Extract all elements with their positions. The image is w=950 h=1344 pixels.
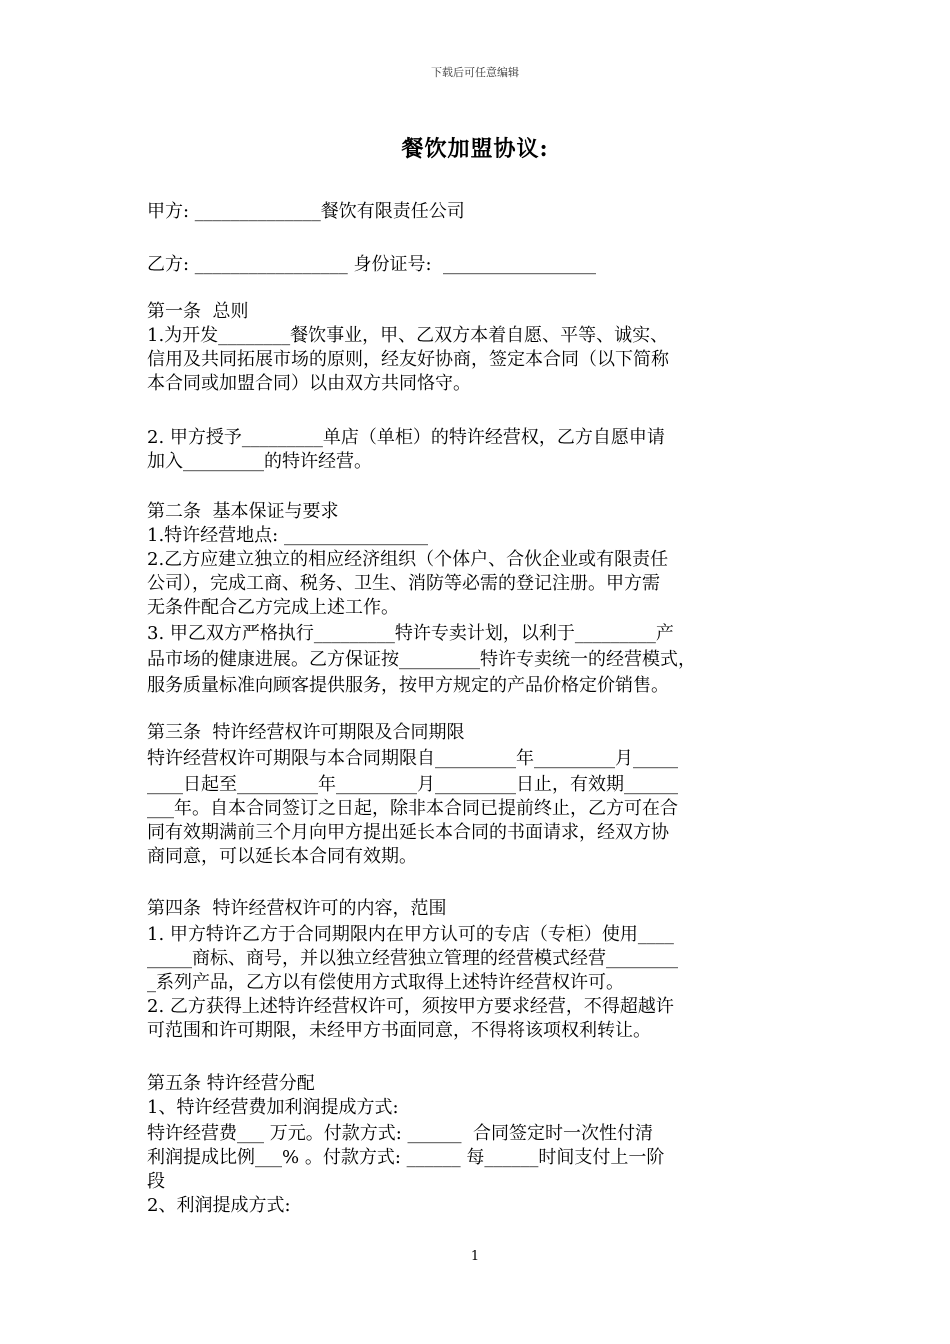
paragraph-line: 1、特许经营费加利润提成方式: (147, 1097, 399, 1118)
paragraph-line: ____日起至_________年_________月_________日止，有效期______ (147, 774, 678, 795)
document-title: 餐饮加盟协议: (401, 136, 549, 162)
paragraph-line: ___年。自本合同签订之日起，除非本合同已提前终止，乙方可在合 (147, 798, 678, 819)
paragraph-line: 公司），完成工商、税务、卫生、消防等必需的登记注册。甲方需 (147, 573, 660, 594)
paragraph-line: 品市场的健康进展。乙方保证按_________特许专卖统一的经营模式， (147, 649, 696, 670)
paragraph-line: 本合同或加盟合同）以由双方共同恪守。 (147, 373, 471, 394)
article-1-heading: 第一条 总则 (147, 301, 249, 322)
party-a-line: 甲方: ______________餐饮有限责任公司 (147, 201, 465, 222)
paragraph-line: 3. 甲乙双方严格执行_________特许专卖计划，以利于_________产 (147, 623, 674, 644)
paragraph-line: 商同意，可以延长本合同有效期。 (147, 846, 417, 867)
page-number: 1 (470, 1249, 480, 1264)
paragraph-line: 2. 甲方授予_________单店（单柜）的特许经营权，乙方自愿申请 (147, 427, 665, 448)
article-5-heading: 第五条 特许经营分配 (147, 1073, 315, 1094)
paragraph-line: 1.特许经营地点: ________________ (147, 525, 428, 546)
party-b-line: 乙方: _________________ 身份证号: _________________ (147, 254, 597, 275)
paragraph-line: 同有效期满前三个月向甲方提出延长本合同的书面请求，经双方协 (147, 822, 669, 843)
article-4-heading: 第四条 特许经营权许可的内容，范围 (147, 898, 447, 919)
paragraph-line: _____商标、商号，并以独立经营独立管理的经营模式经营________ (147, 948, 678, 969)
paragraph-line: 段 (147, 1171, 165, 1192)
paragraph-line: 加入_________的特许经营。 (147, 451, 372, 472)
paragraph-line: _系列产品，乙方以有偿使用方式取得上述特许经营权许可。 (147, 972, 624, 993)
paragraph-line: 信用及共同拓展市场的原则，经友好协商，签定本合同（以下简称 (147, 349, 669, 370)
document-body (147, 0, 817, 1216)
paragraph-line: 2. 乙方获得上述特许经营权许可，须按甲方要求经营，不得超越许 (147, 996, 674, 1017)
paragraph-line: 服务质量标准向顾客提供服务，按甲方规定的产品价格定价销售。 (147, 675, 669, 696)
header-note: 下载后可任意编辑 (431, 66, 519, 79)
paragraph-line: 利润提成比例___% 。付款方式: ______ 每______时间支付上一阶 (147, 1147, 665, 1168)
paragraph-line: 2.乙方应建立独立的相应经济组织（个体户、合伙企业或有限责任 (147, 549, 669, 570)
paragraph-line: 可范围和许可期限，未经甲方书面同意，不得将该项权利转让。 (147, 1020, 651, 1041)
paragraph-line: 2、利润提成方式: (147, 1195, 291, 1216)
paragraph-line: 1.为开发________餐饮事业，甲、乙双方本着自愿、平等、诚实、 (147, 325, 669, 346)
paragraph-line: 1. 甲方特许乙方于合同期限内在甲方认可的专店（专柜）使用____ (147, 924, 674, 945)
paragraph-line: 无条件配合乙方完成上述工作。 (147, 597, 399, 618)
article-2-heading: 第二条 基本保证与要求 (147, 501, 339, 522)
paragraph-line: 特许经营权许可期限与本合同期限自_________年_________月_____ (147, 748, 678, 769)
article-3-heading: 第三条 特许经营权许可期限及合同期限 (147, 722, 465, 743)
paragraph-line: 特许经营费___ 万元。付款方式: ______ 合同签定时一次性付清 (147, 1123, 653, 1144)
